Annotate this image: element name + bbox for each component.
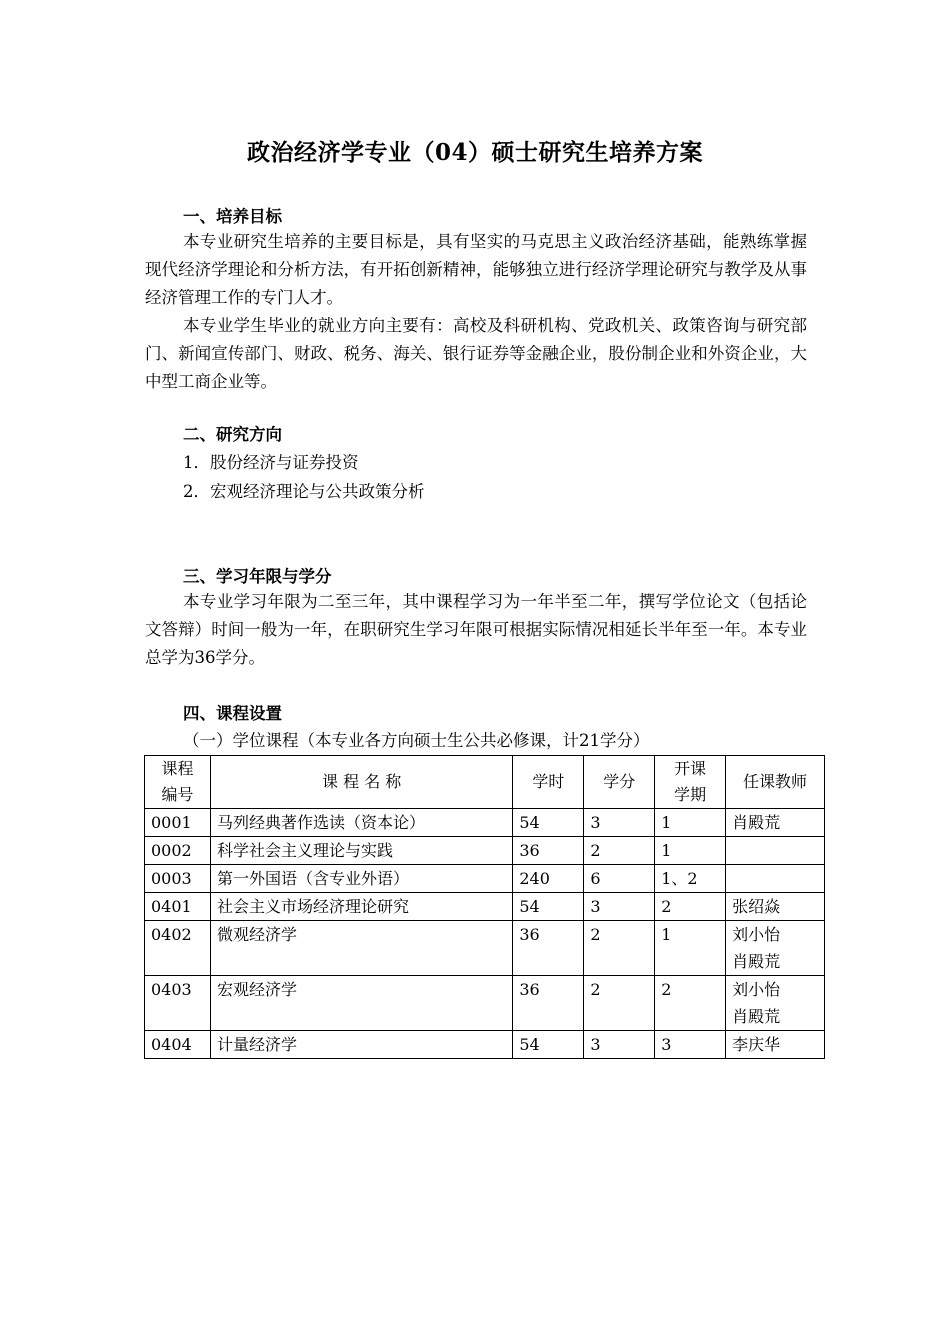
- cell-code: 0401: [145, 893, 211, 921]
- cell-hours: 54: [513, 809, 584, 837]
- course-table: [144, 755, 825, 1059]
- cell-teacher: [726, 865, 825, 893]
- cell-code: 0404: [145, 1031, 211, 1059]
- cell-teacher: 张绍焱: [726, 893, 825, 921]
- table-row: [145, 837, 825, 865]
- table-row: [145, 921, 825, 976]
- goals-paragraph-2: 本专业学生毕业的就业方向主要有：高校及科研机构、党政机关、政策咨询与研究部门、新闻宣传部门、财政、税务、海关、银行证券等金融企业，股份制企业和外资企业，大中型工商企业等。: [145, 316, 807, 391]
- cell-credits: 2: [584, 837, 655, 865]
- cell-teacher: 刘小怡 肖殿荒: [726, 921, 825, 976]
- direction-item-2: 2．宏观经济理论与公共政策分析: [183, 482, 425, 501]
- page-title: 政治经济学专业（04）硕士研究生培养方案: [246, 139, 703, 166]
- table-row: [145, 865, 825, 893]
- duration-paragraph: 本专业学习年限为二至三年，其中课程学习为一年半至二年，撰写学位论文（包括论文答辩）时间一般为一年，在职研究生学习年限可根据实际情况相延长半年至一年。本专业总学为36学分。: [145, 592, 807, 667]
- cell-hours: 36: [513, 976, 584, 1031]
- cell-hours: 36: [513, 921, 584, 976]
- cell-hours: 36: [513, 837, 584, 865]
- cell-term: 3: [655, 1031, 726, 1059]
- table-header-row: [145, 756, 825, 809]
- header-course-code: 课程 编号: [145, 756, 211, 809]
- cell-hours: 240: [513, 865, 584, 893]
- cell-code: 0403: [145, 976, 211, 1031]
- cell-code: 0003: [145, 865, 211, 893]
- cell-term: 1: [655, 837, 726, 865]
- table-row: [145, 893, 825, 921]
- cell-credits: 2: [584, 976, 655, 1031]
- degree-courses-subheading: （一）学位课程（本专业各方向硕士生公共必修课，计21学分）: [183, 731, 650, 750]
- cell-term: 2: [655, 976, 726, 1031]
- cell-name: 计量经济学: [210, 1031, 512, 1059]
- cell-term: 1: [655, 809, 726, 837]
- section-heading-courses: 四、课程设置: [183, 704, 282, 723]
- cell-name: 马列经典著作选读（资本论）: [210, 809, 512, 837]
- cell-name: 宏观经济学: [210, 976, 512, 1031]
- cell-credits: 3: [584, 893, 655, 921]
- cell-name: 社会主义市场经济理论研究: [210, 893, 512, 921]
- section-heading-directions: 二、研究方向: [183, 425, 282, 444]
- cell-teacher: 肖殿荒: [726, 809, 825, 837]
- cell-hours: 54: [513, 1031, 584, 1059]
- table-row: [145, 1031, 825, 1059]
- cell-credits: 3: [584, 1031, 655, 1059]
- cell-credits: 3: [584, 809, 655, 837]
- cell-teacher: 刘小怡 肖殿荒: [726, 976, 825, 1031]
- cell-hours: 54: [513, 893, 584, 921]
- cell-name: 第一外国语（含专业外语）: [210, 865, 512, 893]
- header-hours: 学时: [513, 756, 584, 809]
- table-row: [145, 976, 825, 1031]
- direction-item-1: 1．股份经济与证券投资: [183, 453, 359, 472]
- goals-paragraph-1: 本专业研究生培养的主要目标是，具有坚实的马克思主义政治经济基础，能熟练掌握现代经济学理论和分析方法，有开拓创新精神，能够独立进行经济学理论研究与教学及从事经济管理工作的专门人才。: [145, 232, 807, 307]
- cell-name: 科学社会主义理论与实践: [210, 837, 512, 865]
- header-credits: 学分: [584, 756, 655, 809]
- table-row: [145, 809, 825, 837]
- cell-name: 微观经济学: [210, 921, 512, 976]
- cell-code: 0002: [145, 837, 211, 865]
- cell-code: 0001: [145, 809, 211, 837]
- section-heading-duration: 三、学习年限与学分: [183, 567, 332, 586]
- cell-term: 1: [655, 921, 726, 976]
- section-heading-goals: 一、培养目标: [183, 207, 282, 226]
- cell-teacher: [726, 837, 825, 865]
- header-term: 开课 学期: [655, 756, 726, 809]
- header-course-name: 课 程 名 称: [210, 756, 512, 809]
- cell-code: 0402: [145, 921, 211, 976]
- header-teacher: 任课教师: [726, 756, 825, 809]
- cell-teacher: 李庆华: [726, 1031, 825, 1059]
- cell-credits: 2: [584, 921, 655, 976]
- cell-term: 2: [655, 893, 726, 921]
- cell-credits: 6: [584, 865, 655, 893]
- cell-term: 1、2: [655, 865, 726, 893]
